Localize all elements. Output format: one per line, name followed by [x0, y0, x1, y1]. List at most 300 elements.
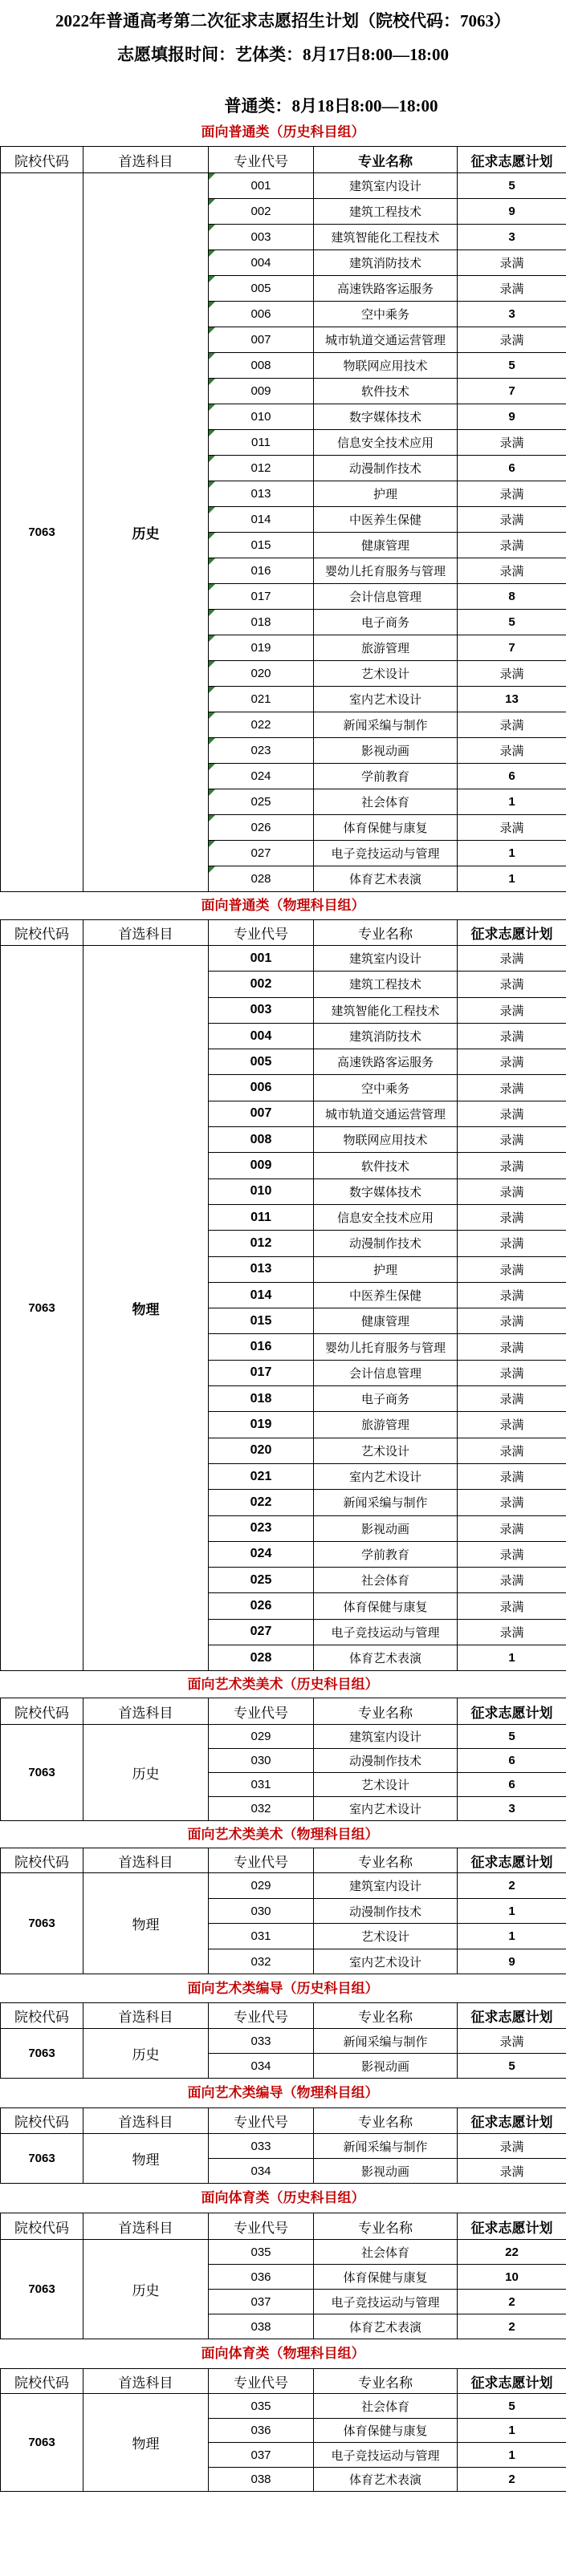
table-row: [1, 2394, 566, 2419]
school-code-cell: 7063: [1, 2029, 83, 2079]
major-code-cell: 021: [209, 687, 314, 712]
column-header: 专业代号: [209, 2369, 314, 2394]
subject-cell: 物理: [83, 1873, 209, 1974]
major-code-cell: 006: [209, 302, 314, 327]
column-header: 院校代码: [1, 920, 83, 946]
major-code-cell: 014: [209, 507, 314, 533]
school-code-cell: 7063: [1, 2134, 83, 2184]
major-code-cell: 033: [209, 2134, 314, 2159]
major-name-cell: 体育保健与康复: [314, 2265, 458, 2290]
plan-count-cell: 录满: [458, 1412, 566, 1438]
major-code-cell: 003: [209, 225, 314, 250]
column-header: 首选科目: [83, 2369, 209, 2394]
major-code-cell: 031: [209, 1924, 314, 1949]
column-header: 专业名称: [314, 147, 458, 173]
major-code-cell: 033: [209, 2029, 314, 2054]
plan-count-cell: 录满: [458, 1515, 566, 1541]
major-code-cell: 025: [209, 789, 314, 815]
table-header-row: [1, 1698, 566, 1725]
major-name-cell: 中医养生保健: [314, 1282, 458, 1308]
major-name-cell: 体育艺术表演: [314, 2467, 458, 2492]
major-code-cell: 026: [209, 1593, 314, 1619]
plan-count-cell: 录满: [458, 1490, 566, 1515]
major-name-cell: 城市轨道交通运营管理: [314, 327, 458, 353]
major-code-cell: 005: [209, 1049, 314, 1075]
column-header: 征求志愿计划: [458, 2369, 566, 2394]
major-code-cell: 036: [209, 2265, 314, 2290]
major-name-cell: 电子商务: [314, 1386, 458, 1412]
major-name-cell: 动漫制作技术: [314, 456, 458, 481]
major-name-cell: 物联网应用技术: [314, 1127, 458, 1153]
subject-cell: 历史: [83, 173, 209, 892]
table-header-row: [1, 1848, 566, 1873]
plan-count-cell: 1: [458, 1898, 566, 1924]
plan-count-cell: 2: [458, 2314, 566, 2339]
column-header: 专业代号: [209, 2108, 314, 2134]
plan-section: [0, 1671, 566, 1821]
plan-count-cell: 6: [458, 764, 566, 789]
plan-section: [0, 2339, 566, 2492]
column-header: 征求志愿计划: [458, 1698, 566, 1725]
column-header: 首选科目: [83, 147, 209, 173]
major-code-cell: 030: [209, 1749, 314, 1773]
general-deadline-line: 普通类：8月18日8:00—18:00: [224, 96, 438, 116]
major-code-cell: 010: [209, 404, 314, 430]
major-name-cell: 影视动画: [314, 2159, 458, 2184]
major-name-cell: 艺术设计: [314, 1438, 458, 1463]
major-name-cell: 护理: [314, 1256, 458, 1282]
major-name-cell: 影视动画: [314, 1515, 458, 1541]
plan-count-cell: 1: [458, 841, 566, 866]
major-name-cell: 社会体育: [314, 789, 458, 815]
major-code-cell: 010: [209, 1178, 314, 1204]
major-code-cell: 024: [209, 1541, 314, 1567]
plan-count-cell: 9: [458, 199, 566, 225]
major-code-cell: 001: [209, 946, 314, 972]
plan-count-cell: 7: [458, 379, 566, 404]
major-name-cell: 新闻采编与制作: [314, 2134, 458, 2159]
table-header-row: [1, 2003, 566, 2029]
column-header: 首选科目: [83, 2213, 209, 2240]
plan-count-cell: 录满: [458, 1256, 566, 1282]
column-header: 专业名称: [314, 1698, 458, 1725]
school-code-cell: 7063: [1, 2394, 83, 2492]
plan-count-cell: 9: [458, 404, 566, 430]
major-name-cell: 空中乘务: [314, 302, 458, 327]
school-code-cell: 7063: [1, 1873, 83, 1974]
plan-section: [0, 119, 566, 892]
column-header: 专业名称: [314, 2369, 458, 2394]
major-code-cell: 038: [209, 2314, 314, 2339]
section-title: 面向普通类（历史科目组）: [201, 124, 365, 140]
section-title: 面向艺术类美术（历史科目组）: [187, 1677, 379, 1693]
major-code-cell: 036: [209, 2418, 314, 2443]
column-header: 首选科目: [83, 1698, 209, 1725]
major-code-cell: 020: [209, 1438, 314, 1463]
column-header: 专业代号: [209, 920, 314, 946]
plan-count-cell: 录满: [458, 1178, 566, 1204]
school-code-cell: 7063: [1, 946, 83, 1671]
plan-count-cell: 录满: [458, 1619, 566, 1645]
plan-count-cell: 3: [458, 302, 566, 327]
major-name-cell: 信息安全技术应用: [314, 430, 458, 456]
major-name-cell: 新闻采编与制作: [314, 2029, 458, 2054]
major-code-cell: 028: [209, 866, 314, 892]
plan-count-cell: 录满: [458, 661, 566, 687]
column-header: 征求志愿计划: [458, 2108, 566, 2134]
major-name-cell: 会计信息管理: [314, 1360, 458, 1385]
major-code-cell: 011: [209, 430, 314, 456]
plan-count-cell: 10: [458, 2265, 566, 2290]
major-code-cell: 016: [209, 1334, 314, 1360]
plan-count-cell: 5: [458, 610, 566, 635]
plan-table: [0, 919, 566, 1671]
major-name-cell: 室内艺术设计: [314, 1949, 458, 1974]
major-code-cell: 017: [209, 584, 314, 610]
major-name-cell: 婴幼儿托育服务与管理: [314, 558, 458, 584]
school-code-cell: 7063: [1, 2240, 83, 2339]
major-name-cell: 建筑智能化工程技术: [314, 225, 458, 250]
major-name-cell: 新闻采编与制作: [314, 712, 458, 738]
major-name-cell: 旅游管理: [314, 1412, 458, 1438]
plan-table: [0, 2002, 566, 2079]
major-code-cell: 018: [209, 610, 314, 635]
plan-count-cell: 6: [458, 456, 566, 481]
plan-count-cell: 录满: [458, 1541, 566, 1567]
major-code-cell: 028: [209, 1645, 314, 1671]
plan-count-cell: 录满: [458, 1231, 566, 1256]
major-name-cell: 物联网应用技术: [314, 353, 458, 379]
major-code-cell: 009: [209, 379, 314, 404]
plan-count-cell: 9: [458, 1949, 566, 1974]
major-name-cell: 体育艺术表演: [314, 1645, 458, 1671]
column-header: 专业代号: [209, 147, 314, 173]
school-code-cell: 7063: [1, 1725, 83, 1821]
plan-count-cell: 录满: [458, 1308, 566, 1334]
major-code-cell: 027: [209, 841, 314, 866]
major-code-cell: 009: [209, 1153, 314, 1178]
plan-section: [0, 1821, 566, 1974]
major-code-cell: 031: [209, 1773, 314, 1797]
section-title: 面向体育类（物理科目组）: [201, 2346, 365, 2362]
major-name-cell: 艺术设计: [314, 661, 458, 687]
column-header: 专业名称: [314, 920, 458, 946]
table-header-row: [1, 920, 566, 946]
major-name-cell: 室内艺术设计: [314, 1797, 458, 1821]
subject-cell: 历史: [83, 1725, 209, 1821]
column-header: 专业名称: [314, 2003, 458, 2029]
major-code-cell: 032: [209, 1949, 314, 1974]
plan-count-cell: 录满: [458, 946, 566, 972]
section-title: 面向艺术类编导（历史科目组）: [187, 1981, 379, 1997]
major-name-cell: 电子竞技运动与管理: [314, 841, 458, 866]
major-name-cell: 室内艺术设计: [314, 687, 458, 712]
major-code-cell: 005: [209, 276, 314, 302]
major-code-cell: 011: [209, 1204, 314, 1230]
plan-count-cell: 8: [458, 584, 566, 610]
table-header-row: [1, 2108, 566, 2134]
major-name-cell: 动漫制作技术: [314, 1749, 458, 1773]
major-name-cell: 空中乘务: [314, 1075, 458, 1101]
plan-count-cell: 2: [458, 1873, 566, 1899]
plan-table: [0, 1698, 566, 1821]
major-name-cell: 电子竞技运动与管理: [314, 2290, 458, 2314]
major-name-cell: 建筑室内设计: [314, 173, 458, 199]
plan-count-cell: 1: [458, 2443, 566, 2468]
major-name-cell: 会计信息管理: [314, 584, 458, 610]
major-name-cell: 建筑消防技术: [314, 250, 458, 276]
major-name-cell: 影视动画: [314, 2054, 458, 2079]
major-name-cell: 高速铁路客运服务: [314, 276, 458, 302]
major-name-cell: 动漫制作技术: [314, 1898, 458, 1924]
document-header: [0, 0, 566, 119]
major-name-cell: 动漫制作技术: [314, 1231, 458, 1256]
major-code-cell: 013: [209, 481, 314, 507]
column-header: 院校代码: [1, 147, 83, 173]
major-name-cell: 体育保健与康复: [314, 1593, 458, 1619]
plan-count-cell: 录满: [458, 1334, 566, 1360]
major-code-cell: 004: [209, 250, 314, 276]
plan-count-cell: 2: [458, 2467, 566, 2492]
plan-count-cell: 5: [458, 2394, 566, 2419]
major-code-cell: 024: [209, 764, 314, 789]
major-name-cell: 电子商务: [314, 610, 458, 635]
major-name-cell: 建筑工程技术: [314, 199, 458, 225]
column-header: 专业名称: [314, 2213, 458, 2240]
major-name-cell: 护理: [314, 481, 458, 507]
plan-count-cell: 录满: [458, 2134, 566, 2159]
plan-count-cell: 1: [458, 2418, 566, 2443]
major-code-cell: 021: [209, 1463, 314, 1489]
major-code-cell: 029: [209, 1873, 314, 1899]
major-name-cell: 社会体育: [314, 2240, 458, 2265]
major-name-cell: 建筑消防技术: [314, 1023, 458, 1049]
column-header: 院校代码: [1, 1698, 83, 1725]
major-name-cell: 数字媒体技术: [314, 1178, 458, 1204]
plan-count-cell: 录满: [458, 533, 566, 558]
section-title: 面向体育类（历史科目组）: [201, 2190, 365, 2206]
major-name-cell: 学前教育: [314, 1541, 458, 1567]
plan-count-cell: 6: [458, 1773, 566, 1797]
section-title: 面向艺术类美术（物理科目组）: [187, 1827, 379, 1843]
major-code-cell: 016: [209, 558, 314, 584]
plan-count-cell: 5: [458, 1725, 566, 1749]
major-name-cell: 旅游管理: [314, 635, 458, 661]
plan-count-cell: 录满: [458, 1023, 566, 1049]
table-row: [1, 2134, 566, 2159]
major-name-cell: 电子竞技运动与管理: [314, 1619, 458, 1645]
major-code-cell: 025: [209, 1568, 314, 1593]
major-code-cell: 014: [209, 1282, 314, 1308]
major-code-cell: 012: [209, 1231, 314, 1256]
major-code-cell: 008: [209, 353, 314, 379]
major-name-cell: 室内艺术设计: [314, 1463, 458, 1489]
major-code-cell: 004: [209, 1023, 314, 1049]
major-code-cell: 008: [209, 1127, 314, 1153]
major-code-cell: 027: [209, 1619, 314, 1645]
table-row: [1, 2240, 566, 2265]
plan-count-cell: 录满: [458, 712, 566, 738]
major-code-cell: 030: [209, 1898, 314, 1924]
major-code-cell: 034: [209, 2159, 314, 2184]
table-row: [1, 2029, 566, 2054]
major-name-cell: 体育保健与康复: [314, 2418, 458, 2443]
plan-count-cell: 录满: [458, 972, 566, 997]
major-code-cell: 026: [209, 815, 314, 841]
major-code-cell: 007: [209, 327, 314, 353]
major-code-cell: 015: [209, 1308, 314, 1334]
plan-count-cell: 6: [458, 1749, 566, 1773]
sections-container: [0, 119, 566, 2492]
column-header: 征求志愿计划: [458, 1848, 566, 1873]
plan-count-cell: 3: [458, 225, 566, 250]
plan-count-cell: 录满: [458, 1282, 566, 1308]
table-header-row: [1, 147, 566, 173]
major-name-cell: 建筑室内设计: [314, 1725, 458, 1749]
major-code-cell: 020: [209, 661, 314, 687]
major-name-cell: 软件技术: [314, 379, 458, 404]
plan-count-cell: 录满: [458, 430, 566, 456]
major-code-cell: 037: [209, 2443, 314, 2468]
major-code-cell: 003: [209, 997, 314, 1023]
column-header: 征求志愿计划: [458, 147, 566, 173]
column-header: 专业名称: [314, 2108, 458, 2134]
major-name-cell: 体育艺术表演: [314, 2314, 458, 2339]
major-code-cell: 017: [209, 1360, 314, 1385]
plan-count-cell: 录满: [458, 1153, 566, 1178]
plan-count-cell: 录满: [458, 1127, 566, 1153]
major-name-cell: 健康管理: [314, 533, 458, 558]
major-name-cell: 体育艺术表演: [314, 866, 458, 892]
plan-table: [0, 146, 566, 892]
column-header: 征求志愿计划: [458, 920, 566, 946]
column-header: 专业名称: [314, 1848, 458, 1873]
plan-count-cell: 录满: [458, 2029, 566, 2054]
major-name-cell: 建筑智能化工程技术: [314, 997, 458, 1023]
deadline-line: 志愿填报时间：艺体类：8月17日8:00—18:00: [117, 45, 449, 64]
plan-count-cell: 录满: [458, 507, 566, 533]
major-name-cell: 城市轨道交通运营管理: [314, 1101, 458, 1126]
major-name-cell: 社会体育: [314, 1568, 458, 1593]
subject-cell: 物理: [83, 2394, 209, 2492]
table-row: [1, 1873, 566, 1899]
major-code-cell: 015: [209, 533, 314, 558]
plan-count-cell: 录满: [458, 481, 566, 507]
plan-count-cell: 录满: [458, 815, 566, 841]
plan-count-cell: 录满: [458, 738, 566, 764]
plan-count-cell: 录满: [458, 1386, 566, 1412]
column-header: 专业代号: [209, 1698, 314, 1725]
major-name-cell: 信息安全技术应用: [314, 1204, 458, 1230]
column-header: 院校代码: [1, 2108, 83, 2134]
plan-count-cell: 录满: [458, 558, 566, 584]
major-name-cell: 软件技术: [314, 1153, 458, 1178]
plan-section: [0, 2079, 566, 2184]
major-code-cell: 019: [209, 1412, 314, 1438]
column-header: 院校代码: [1, 2369, 83, 2394]
major-code-cell: 018: [209, 1386, 314, 1412]
plan-section: [0, 892, 566, 1671]
art-deadline-line: [0, 67, 566, 93]
column-header: 首选科目: [83, 2003, 209, 2029]
school-code-cell: 7063: [1, 173, 83, 892]
plan-count-cell: 录满: [458, 1593, 566, 1619]
major-code-cell: 035: [209, 2394, 314, 2419]
plan-count-cell: 录满: [458, 1463, 566, 1489]
plan-count-cell: 2: [458, 2290, 566, 2314]
table-row: [1, 1725, 566, 1749]
plan-count-cell: 录满: [458, 327, 566, 353]
major-code-cell: 012: [209, 456, 314, 481]
plan-count-cell: 1: [458, 866, 566, 892]
major-code-cell: 032: [209, 1797, 314, 1821]
subject-cell: 历史: [83, 2029, 209, 2079]
major-code-cell: 019: [209, 635, 314, 661]
major-name-cell: 电子竞技运动与管理: [314, 2443, 458, 2468]
column-header: 专业代号: [209, 2213, 314, 2240]
section-title: 面向艺术类编导（物理科目组）: [187, 2085, 379, 2101]
column-header: 专业代号: [209, 2003, 314, 2029]
plan-count-cell: 5: [458, 2054, 566, 2079]
major-code-cell: 002: [209, 199, 314, 225]
major-name-cell: 社会体育: [314, 2394, 458, 2419]
column-header: 首选科目: [83, 1848, 209, 1873]
plan-table: [0, 2107, 566, 2184]
plan-count-cell: 1: [458, 789, 566, 815]
plan-section: [0, 1974, 566, 2079]
major-name-cell: 婴幼儿托育服务与管理: [314, 1334, 458, 1360]
major-code-cell: 002: [209, 972, 314, 997]
plan-table: [0, 2213, 566, 2339]
table-row: [1, 946, 566, 972]
major-name-cell: 艺术设计: [314, 1773, 458, 1797]
major-code-cell: 029: [209, 1725, 314, 1749]
major-code-cell: 034: [209, 2054, 314, 2079]
major-name-cell: 学前教育: [314, 764, 458, 789]
major-name-cell: 建筑工程技术: [314, 972, 458, 997]
plan-count-cell: 录满: [458, 2159, 566, 2184]
major-code-cell: 022: [209, 712, 314, 738]
major-code-cell: 013: [209, 1256, 314, 1282]
major-name-cell: 影视动画: [314, 738, 458, 764]
plan-section: [0, 2184, 566, 2339]
table-header-row: [1, 2369, 566, 2394]
major-name-cell: 建筑室内设计: [314, 946, 458, 972]
plan-table: [0, 2368, 566, 2492]
column-header: 专业代号: [209, 1848, 314, 1873]
plan-count-cell: 录满: [458, 1438, 566, 1463]
plan-count-cell: 3: [458, 1797, 566, 1821]
subject-cell: 历史: [83, 2240, 209, 2339]
plan-count-cell: 录满: [458, 997, 566, 1023]
plan-count-cell: 13: [458, 687, 566, 712]
major-name-cell: 新闻采编与制作: [314, 1490, 458, 1515]
subject-cell: 物理: [83, 946, 209, 1671]
major-code-cell: 038: [209, 2467, 314, 2492]
column-header: 院校代码: [1, 1848, 83, 1873]
major-name-cell: 数字媒体技术: [314, 404, 458, 430]
major-name-cell: 艺术设计: [314, 1924, 458, 1949]
major-code-cell: 006: [209, 1075, 314, 1101]
major-code-cell: 007: [209, 1101, 314, 1126]
major-name-cell: 建筑室内设计: [314, 1873, 458, 1899]
column-header: 征求志愿计划: [458, 2003, 566, 2029]
section-title: 面向普通类（物理科目组）: [201, 898, 365, 913]
plan-count-cell: 22: [458, 2240, 566, 2265]
major-name-cell: 健康管理: [314, 1308, 458, 1334]
major-name-cell: 体育保健与康复: [314, 815, 458, 841]
column-header: 院校代码: [1, 2003, 83, 2029]
